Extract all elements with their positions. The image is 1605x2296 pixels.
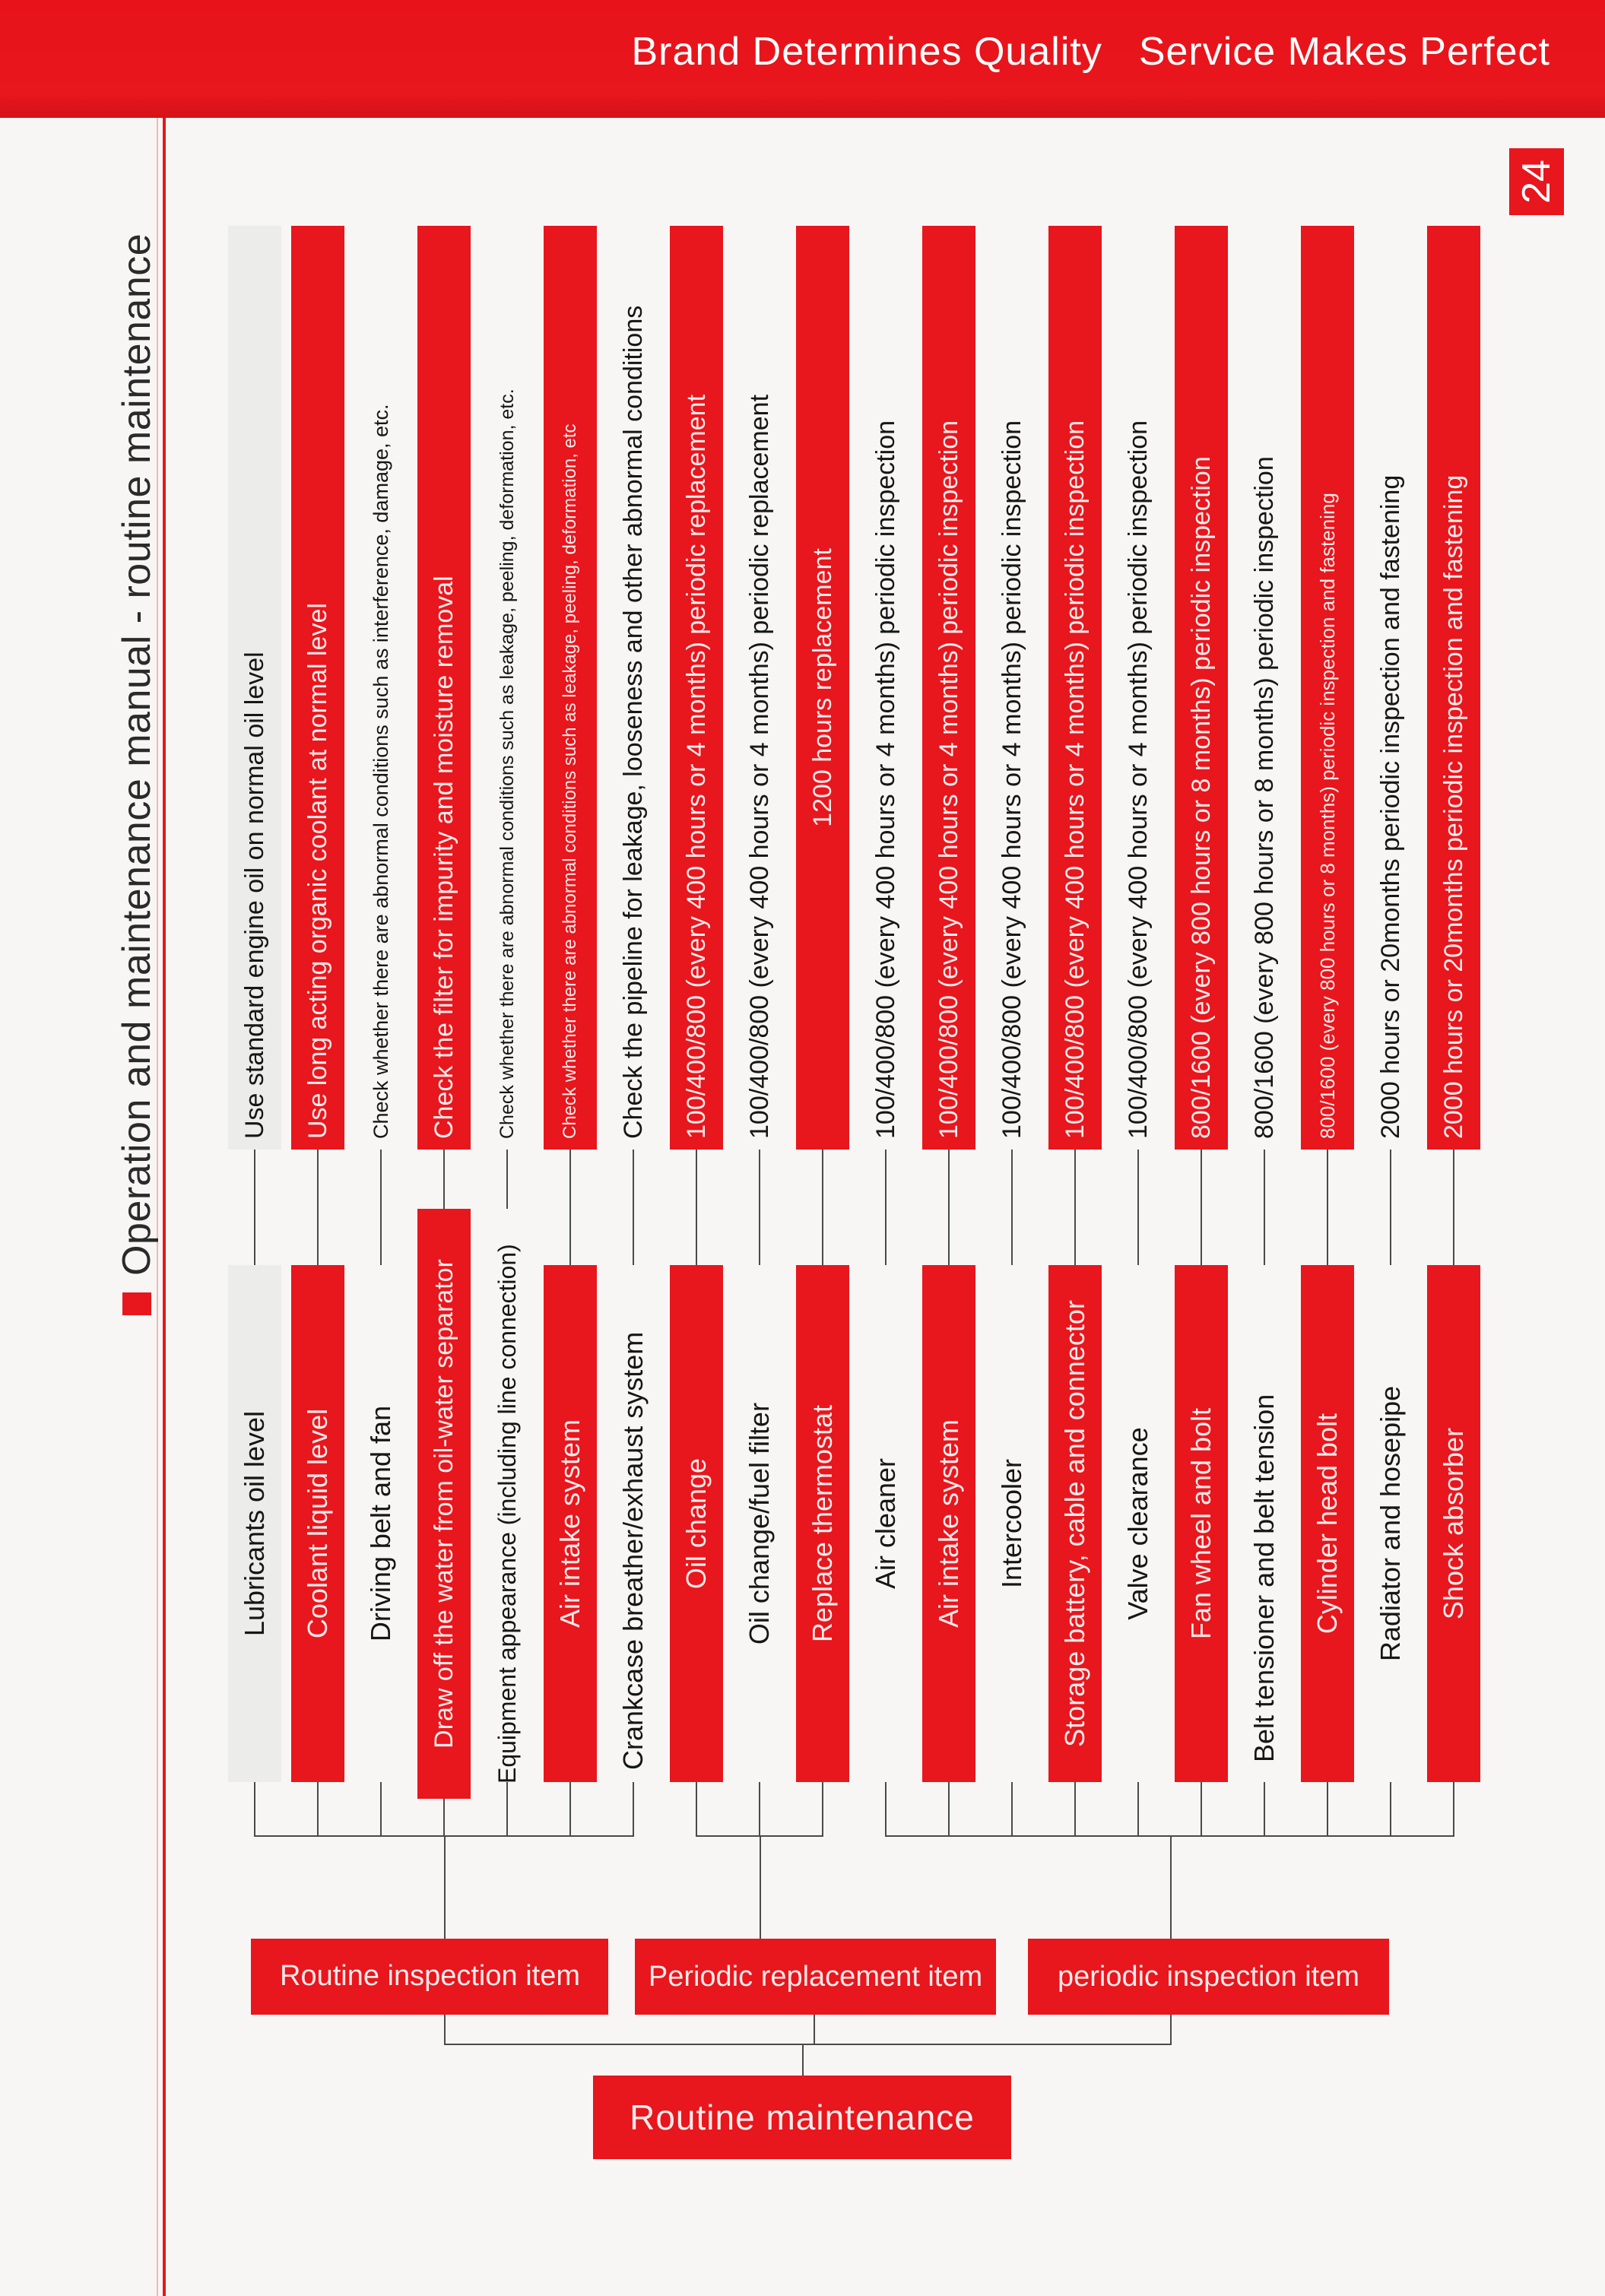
row-connector	[948, 1150, 950, 1265]
row-connector	[1327, 1782, 1328, 1837]
row-connector	[254, 1782, 255, 1837]
root-connector	[802, 2045, 804, 2076]
root-label: Routine maintenance	[630, 2097, 975, 2137]
root-node	[593, 2076, 1011, 2159]
root-bracket	[444, 2044, 1172, 2045]
maintenance-item: Crankcase breather/exhaust system	[617, 1331, 649, 1770]
maintenance-item: Lubricants oil level	[228, 1265, 281, 1782]
maintenance-item: Draw off the water from oil-water separator	[417, 1209, 471, 1799]
maintenance-item: Coolant liquid level	[291, 1265, 344, 1782]
row-connector	[1011, 1150, 1013, 1265]
row-connector	[1074, 1150, 1076, 1265]
category-routine-inspection	[251, 1939, 608, 2015]
branch-connector	[1170, 1837, 1172, 1939]
row-connector	[569, 1782, 571, 1837]
page-title: Operation and maintenance manual - routine maintenance	[115, 233, 159, 1276]
maintenance-detail: 2000 hours or 20months periodic inspection and fastening	[1427, 226, 1480, 1150]
row-connector	[317, 1150, 319, 1265]
category-label: periodic inspection item	[1057, 1960, 1360, 1993]
maintenance-detail: 800/1600 (every 800 hours or 8 months) periodic inspection and fastening	[1301, 226, 1354, 1150]
maintenance-detail: 100/400/800 (every 400 hours or 4 months) periodic inspection	[922, 226, 975, 1150]
maintenance-item: Valve clearance	[1122, 1427, 1153, 1620]
row-connector	[885, 1150, 887, 1265]
row-connector	[1390, 1150, 1391, 1265]
row-connector	[696, 1782, 697, 1837]
category-label: Routine inspection item	[279, 1960, 580, 1993]
maintenance-detail: Use long acting organic coolant at normal level	[291, 226, 344, 1150]
maintenance-detail: 2000 hours or 20months periodic inspection and fastening	[1375, 474, 1405, 1139]
row-connector	[822, 1150, 823, 1265]
maintenance-item: Oil change	[670, 1265, 723, 1782]
row-connector	[1390, 1782, 1391, 1837]
maintenance-item: Air cleaner	[870, 1457, 901, 1590]
maintenance-item: Driving belt and fan	[365, 1405, 396, 1642]
row-connector	[380, 1150, 382, 1265]
maintenance-detail: 1200 hours replacement	[796, 226, 849, 1150]
row-connector	[1011, 1782, 1013, 1837]
slogan-service: Service Makes Perfect	[1138, 30, 1550, 74]
maintenance-item: Air intake system	[544, 1265, 597, 1782]
section-header	[106, 233, 167, 1315]
maintenance-detail: Check whether there are abnormal conditions such as interference, damage, etc.	[369, 404, 392, 1139]
maintenance-detail: 800/1600 (every 800 hours or 8 months) periodic inspection	[1175, 226, 1228, 1150]
row-connector	[1137, 1782, 1139, 1837]
category-label: Periodic replacement item	[648, 1960, 983, 1993]
maintenance-detail: 100/400/800 (every 400 hours or 4 months) periodic inspection	[871, 420, 900, 1139]
row-connector	[1264, 1782, 1265, 1837]
maintenance-detail: 100/400/800 (every 400 hours or 4 months) periodic replacement	[744, 394, 774, 1139]
maintenance-detail: Check whether there are abnormal conditions such as leakage, peeling, deformation, etc.	[496, 388, 518, 1139]
row-connector	[317, 1782, 319, 1837]
section-marker-icon	[122, 1292, 151, 1315]
branch-connector	[760, 1837, 761, 1939]
maintenance-item: Replace thermostat	[796, 1265, 849, 1782]
maintenance-item: Fan wheel and bolt	[1175, 1265, 1228, 1782]
category-periodic-replacement	[635, 1939, 996, 2015]
maintenance-detail: Check the filter for impurity and moisture removal	[417, 226, 471, 1150]
maintenance-detail: Check whether there are abnormal conditions such as leakage, peeling, deformation, etc	[544, 226, 597, 1150]
row-connector	[1327, 1150, 1328, 1265]
row-connector	[380, 1782, 382, 1837]
maintenance-item: Intercooler	[996, 1458, 1027, 1589]
maintenance-detail: 100/400/800 (every 400 hours or 4 months) periodic inspection	[1048, 226, 1102, 1150]
branch-connector	[444, 1837, 446, 1939]
row-connector	[506, 1150, 508, 1209]
maintenance-detail: 100/400/800 (every 400 hours or 4 months) periodic inspection	[1123, 420, 1153, 1139]
row-connector	[759, 1150, 760, 1265]
row-connector	[569, 1150, 571, 1265]
row-connector	[1074, 1782, 1076, 1837]
maintenance-detail: 800/1600 (every 800 hours or 8 months) periodic inspection	[1249, 456, 1279, 1139]
row-connector	[1201, 1782, 1202, 1837]
row-connector	[1201, 1150, 1202, 1265]
maintenance-detail: Use standard engine oil on normal oil level	[228, 226, 281, 1150]
maintenance-item: Radiator and hosepipe	[1375, 1385, 1406, 1662]
branch-connector	[814, 2015, 815, 2045]
maintenance-detail: 100/400/800 (every 400 hours or 4 months) periodic replacement	[670, 226, 723, 1150]
row-connector	[948, 1782, 950, 1837]
branch-connector	[1170, 2015, 1172, 2045]
maintenance-item: Storage battery, cable and connector	[1048, 1265, 1102, 1782]
row-connector	[885, 1782, 887, 1837]
maintenance-detail: Check the pipeline for leakage, looseness and other abnormal conditions	[618, 305, 648, 1139]
maintenance-detail: 100/400/800 (every 400 hours or 4 months) periodic inspection	[997, 420, 1026, 1139]
row-connector	[759, 1782, 760, 1837]
row-connector	[822, 1782, 823, 1837]
row-connector	[1453, 1150, 1454, 1265]
row-connector	[1453, 1782, 1454, 1837]
maintenance-item: Oil change/fuel filter	[744, 1402, 775, 1645]
branch-connector	[444, 2015, 446, 2045]
row-connector	[696, 1150, 697, 1265]
maintenance-item: Cylinder head bolt	[1301, 1265, 1354, 1782]
row-connector	[633, 1782, 634, 1837]
row-connector	[633, 1150, 634, 1265]
category-periodic-inspection	[1028, 1939, 1389, 2015]
row-connector	[1137, 1150, 1139, 1265]
maintenance-item: Shock absorber	[1427, 1265, 1480, 1782]
maintenance-item: Air intake system	[922, 1265, 975, 1782]
page-number: 24	[1515, 160, 1559, 204]
maintenance-item: Equipment appearance (including line connection)	[493, 1244, 521, 1784]
row-connector	[254, 1150, 255, 1265]
slogan-quality: Brand Determines Quality	[631, 30, 1102, 74]
row-connector	[1264, 1150, 1265, 1265]
row-connector	[443, 1150, 445, 1209]
maintenance-item: Belt tensioner and belt tension	[1248, 1394, 1280, 1762]
